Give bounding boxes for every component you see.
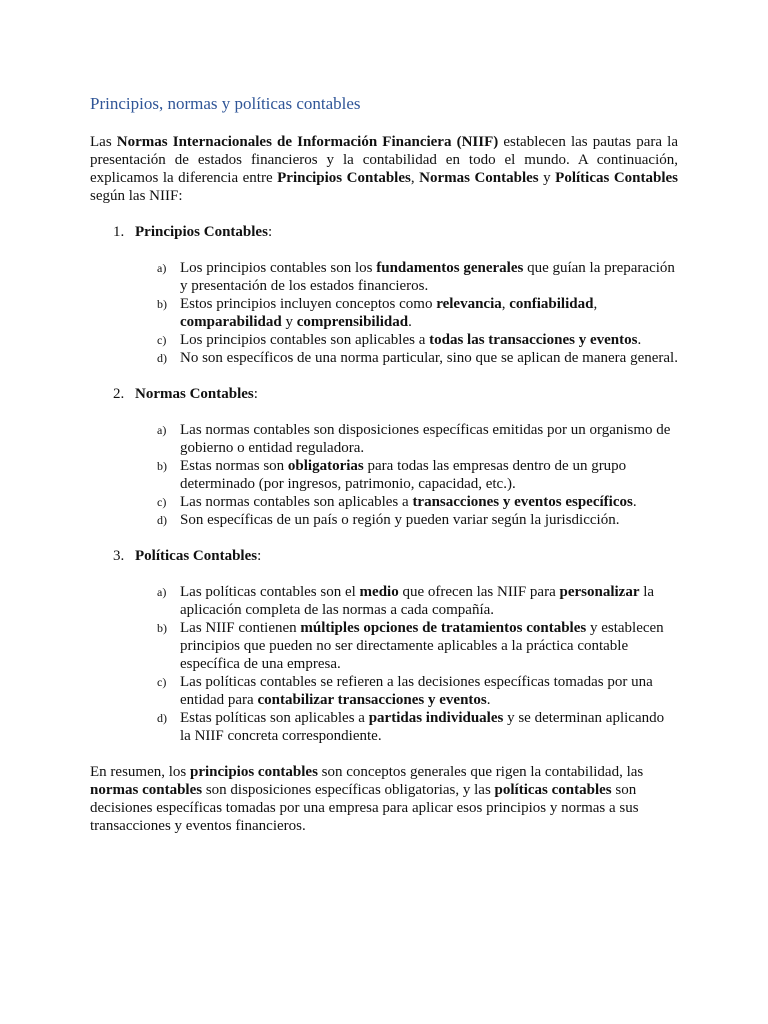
item-list: [90, 259, 678, 367]
summary-text: son disposiciones específicas obligatorias, y las: [202, 782, 495, 798]
item-text: .: [637, 332, 642, 348]
summary-text: son conceptos generales que rigen la contabilidad, las: [317, 764, 644, 780]
list-item: [90, 583, 678, 619]
intro-bold-politicas: Políticas Contables: [555, 170, 679, 186]
item-bold: todas las transacciones y eventos: [429, 332, 638, 348]
list-item: [90, 421, 678, 457]
intro-text: establecen las pautas para la presentación de estados financieros y la contabilidad en todo el mundo. A continuación, explicamos la diferencia entre: [90, 134, 678, 186]
item-text: Son específicas de un país o región y pueden variar según la jurisdicción.: [180, 512, 620, 528]
item-letter: c): [157, 333, 167, 347]
item-text: Los principios contables son los: [180, 260, 377, 276]
item-letter: c): [157, 495, 167, 509]
item-bold: contabilizar transacciones y eventos: [257, 692, 487, 708]
section-politicas: [90, 547, 678, 745]
section-title: Políticas Contables: [135, 548, 258, 564]
list-item: [90, 511, 678, 529]
item-text: Los principios contables son aplicables a: [180, 332, 430, 348]
item-text: la aplicación completa de las normas a cada compañía.: [180, 584, 655, 618]
list-item: [90, 259, 678, 295]
item-text: Estas normas son: [180, 458, 288, 474]
item-text: y se determinan aplicando la NIIF concreta correspondiente.: [180, 710, 665, 744]
item-bold: confiabilidad: [509, 296, 594, 312]
item-text: para todas las empresas dentro de un grupo determinado (por ingresos, patrimonio, capacidad, etc.).: [180, 458, 627, 492]
section-number: 3.: [113, 548, 125, 564]
intro-text: Las: [90, 134, 117, 150]
intro-bold-normas: Normas Contables: [419, 170, 539, 186]
item-text: Las normas contables son aplicables a: [180, 494, 413, 510]
item-text: Las normas contables son disposiciones específicas emitidas por un organismo de gobierno o entidad reguladora.: [180, 422, 671, 456]
summary-bold: políticas contables: [494, 782, 612, 798]
item-list: [90, 583, 678, 745]
item-text: Las políticas contables son el: [180, 584, 360, 600]
intro-text: ,: [410, 170, 420, 186]
section-colon: :: [257, 548, 262, 564]
intro-bold-niif: Normas Internacionales de Información Financiera (NIIF): [116, 134, 499, 150]
list-item: [90, 619, 678, 673]
item-text: No son específicos de una norma particular, sino que se aplican de manera general.: [180, 350, 678, 366]
item-letter: b): [157, 621, 167, 635]
section-heading: [90, 223, 678, 241]
intro-bold-principios: Principios Contables: [277, 170, 411, 186]
item-text: que guían la preparación y presentación de los estados financieros.: [180, 260, 675, 294]
item-bold: múltiples opciones de tratamientos contables: [300, 620, 587, 636]
item-text: y: [281, 314, 297, 330]
section-title: Normas Contables: [135, 386, 254, 402]
item-bold: comprensibilidad: [296, 314, 409, 330]
section-title: Principios Contables: [135, 224, 268, 240]
item-bold: partidas individuales: [368, 710, 504, 726]
summary-text: En resumen, los: [90, 764, 190, 780]
intro-text: según las NIIF:: [90, 188, 183, 204]
section-number: 2.: [113, 386, 125, 402]
item-text: Las NIIF contienen: [180, 620, 301, 636]
item-text: y establecen principios que pueden no ser directamente aplicables a la práctica contable específica de una empresa.: [180, 620, 664, 672]
intro-paragraph: [90, 133, 678, 205]
item-bold: medio: [359, 584, 399, 600]
section-principios: [90, 223, 678, 367]
item-letter: d): [157, 711, 167, 725]
item-text: .: [486, 692, 491, 708]
item-text: Las políticas contables se refieren a las decisiones específicas tomadas por una entidad para: [180, 674, 653, 708]
list-item: [90, 457, 678, 493]
summary-bold: normas contables: [90, 782, 203, 798]
list-item: [90, 673, 678, 709]
item-letter: a): [157, 261, 167, 275]
intro-text: y: [538, 170, 556, 186]
item-text: .: [408, 314, 412, 330]
summary-bold: principios contables: [189, 764, 318, 780]
list-item: [90, 295, 678, 331]
item-bold: fundamentos generales: [376, 260, 524, 276]
item-letter: a): [157, 423, 167, 437]
item-letter: a): [157, 585, 167, 599]
section-normas: [90, 385, 678, 529]
item-text: ,: [501, 296, 510, 312]
summary-text: son decisiones específicas tomadas por una empresa para aplicar esos principios y normas a sus transacciones y eventos financieros.: [90, 782, 639, 834]
section-heading: [90, 547, 678, 565]
section-colon: :: [253, 386, 258, 402]
list-item: [90, 349, 678, 367]
item-text: Estos principios incluyen conceptos como: [180, 296, 437, 312]
item-bold: relevancia: [436, 296, 502, 312]
item-letter: c): [157, 675, 167, 689]
document-title: Principios, normas y políticas contables: [90, 94, 361, 113]
item-text: ,: [593, 296, 598, 312]
item-letter: b): [157, 297, 167, 311]
summary-paragraph: [90, 763, 678, 835]
item-list: [90, 421, 678, 529]
item-bold: obligatorias: [287, 458, 364, 474]
item-bold: personalizar: [559, 584, 640, 600]
item-text: Estas políticas son aplicables a: [180, 710, 369, 726]
list-item: [90, 493, 678, 511]
section-heading: [90, 385, 678, 403]
item-bold: comparabilidad: [180, 314, 282, 330]
item-bold: transacciones y eventos específicos: [412, 494, 633, 510]
section-number: 1.: [113, 224, 125, 240]
item-text: .: [632, 494, 637, 510]
item-letter: d): [157, 351, 167, 365]
section-colon: :: [267, 224, 273, 240]
section-list: [90, 223, 678, 745]
item-letter: d): [157, 513, 167, 527]
item-letter: b): [157, 459, 167, 473]
list-item: [90, 709, 678, 745]
list-item: [90, 331, 678, 349]
item-text: que ofrecen las NIIF para: [398, 584, 560, 600]
